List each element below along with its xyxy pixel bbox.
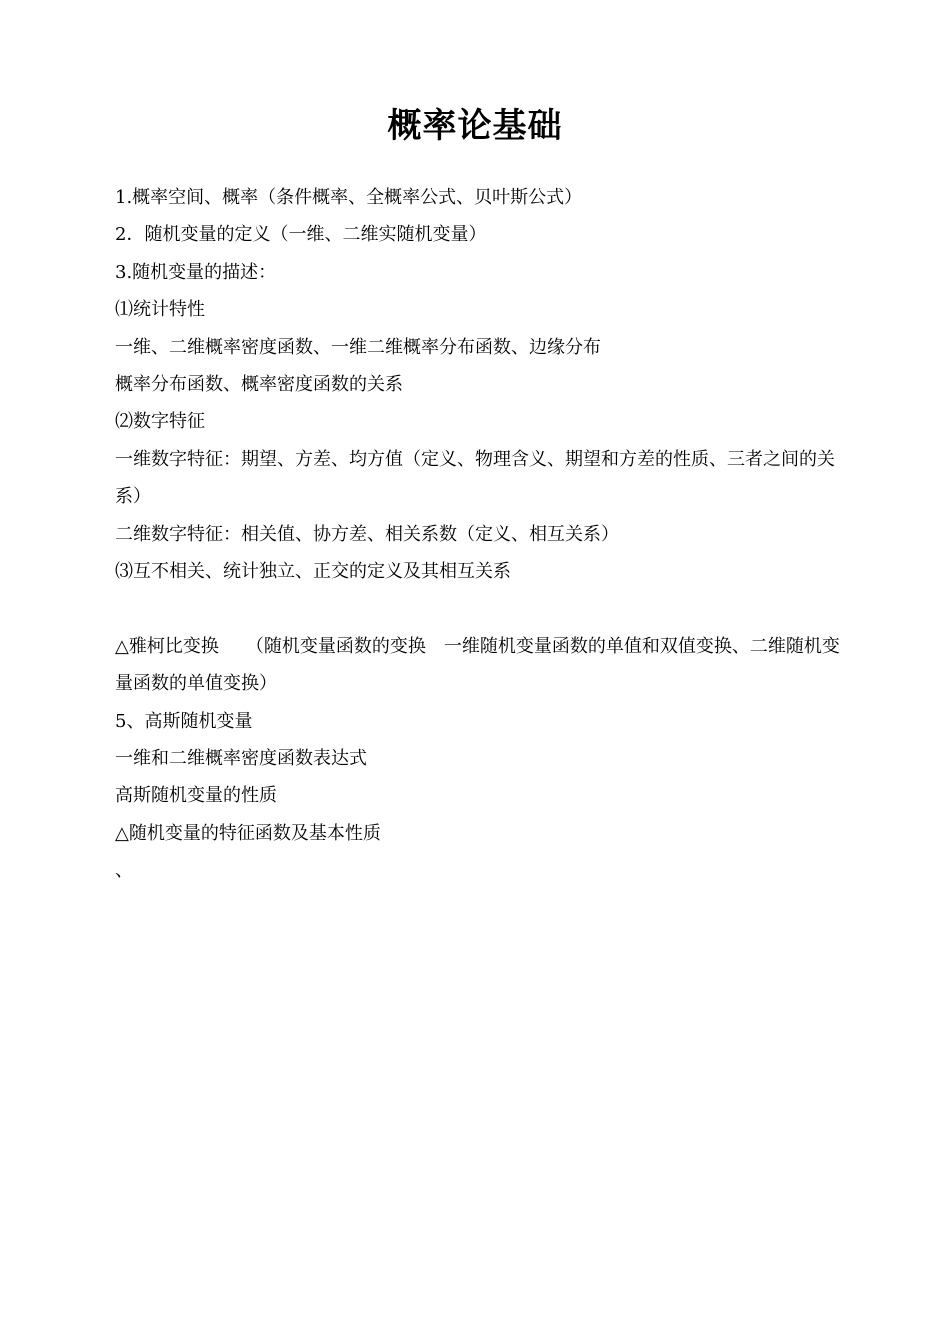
text-line-pdf-cdf: 一维、二维概率密度函数、一维二维概率分布函数、边缘分布	[115, 336, 601, 358]
subsection-statistical-properties: ⑴统计特性	[115, 299, 205, 321]
text-line-jacobian: △雅柯比变换 （随机变量函数的变换 一维随机变量函数的单值和双值变换、二维随机变量函数的单值变换）	[115, 635, 840, 695]
outline-item-5: 5、高斯随机变量	[115, 710, 253, 732]
text-line-pdf-cdf-relation: 概率分布函数、概率密度函数的关系	[115, 373, 403, 395]
document-body	[115, 179, 850, 889]
text-line-gaussian-properties: 高斯随机变量的性质	[115, 785, 277, 807]
outline-item-1: 1.概率空间、概率（条件概率、全概率公式、贝叶斯公式）	[115, 187, 583, 208]
text-line-gaussian-pdf: 一维和二维概率密度函数表达式	[115, 747, 367, 769]
trailing-mark: 、	[115, 860, 133, 882]
outline-item-2: 2．随机变量的定义（一维、二维实随机变量）	[115, 224, 487, 246]
subsection-numeric-features: ⑵数字特征	[115, 411, 205, 433]
text-line-characteristic-function: △随机变量的特征函数及基本性质	[115, 822, 381, 844]
page-title: 概率论基础	[387, 106, 563, 146]
blank-line	[115, 590, 850, 627]
outline-item-3: 3.随机变量的描述：	[115, 261, 277, 283]
text-line-1d-features: 一维数字特征：期望、方差、均方值（定义、物理含义、期望和方差的性质、三者之间的关系）	[115, 448, 835, 508]
subsection-independence: ⑶互不相关、统计独立、正交的定义及其相互关系	[115, 560, 511, 582]
text-line-2d-features: 二维数字特征：相关值、协方差、相关系数（定义、相互关系）	[115, 523, 619, 545]
